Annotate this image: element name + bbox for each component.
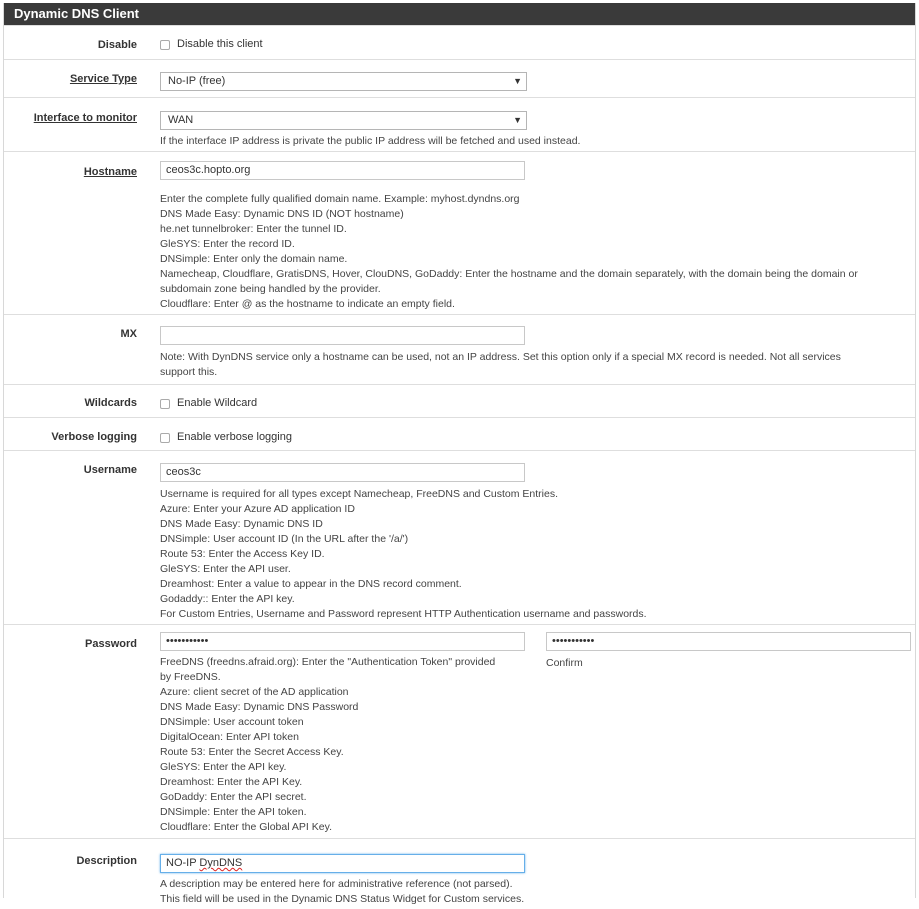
description-value-prefix: NO-IP [166, 857, 200, 869]
help-line: GleSYS: Enter the API key. [160, 761, 287, 773]
help-line: FreeDNS (freedns.afraid.org): Enter the "Authentication Token" provided [160, 656, 496, 668]
mx-help [160, 350, 841, 380]
help-line: For Custom Entries, Username and Password represent HTTP Authentication username and passwords. [160, 608, 647, 620]
description-row [4, 838, 915, 909]
help-line: DNSimple: User account token [160, 716, 304, 728]
disable-checkbox[interactable] [160, 40, 170, 50]
help-line: subdomain zone being handled by the provider. [160, 283, 381, 295]
help-line: support this. [160, 366, 218, 378]
verbose-checkbox-text: Enable verbose logging [177, 431, 292, 443]
service-type-select[interactable] [160, 72, 527, 91]
password-help [160, 655, 495, 835]
interface-select[interactable] [160, 111, 527, 130]
password-confirm-input[interactable]: ••••••••••• [546, 632, 911, 651]
description-help [160, 877, 524, 907]
help-line: he.net tunnelbroker: Enter the tunnel ID. [160, 223, 347, 235]
password-row [4, 624, 915, 839]
help-line: Enter the complete fully qualified domain name. Example: myhost.dyndns.org [160, 193, 520, 205]
help-line: GleSYS: Enter the API user. [160, 563, 291, 575]
help-line: DNS Made Easy: Dynamic DNS ID (NOT hostname) [160, 208, 404, 220]
password-input[interactable]: ••••••••••• [160, 632, 525, 651]
mx-input[interactable] [160, 326, 525, 345]
help-line: Cloudflare: Enter @ as the hostname to indicate an empty field. [160, 298, 455, 310]
password-confirm-label: Confirm [546, 657, 583, 669]
interface-row [4, 97, 915, 152]
help-line: Godaddy:: Enter the API key. [160, 593, 295, 605]
description-value-suffix: DynDNS [199, 857, 243, 869]
help-line: Dreamhost: Enter a value to appear in the DNS record comment. [160, 578, 462, 590]
verbose-checkbox[interactable] [160, 433, 170, 443]
help-line: Azure: Enter your Azure AD application ID [160, 503, 355, 515]
interface-label: Interface to monitor [33, 112, 137, 124]
help-line: GoDaddy: Enter the API secret. [160, 791, 307, 803]
wildcards-checkbox-text: Enable Wildcard [177, 397, 258, 409]
username-label: Username [83, 464, 137, 476]
help-line: DNSimple: User account ID (In the URL after the '/a/') [160, 533, 409, 545]
interface-value: WAN [168, 114, 194, 126]
password-label: Password [85, 638, 137, 650]
help-line: by FreeDNS. [160, 671, 221, 683]
disable-label: Disable [97, 39, 137, 51]
panel-title: Dynamic DNS Client [4, 3, 915, 25]
help-line: DNS Made Easy: Dynamic DNS Password [160, 701, 359, 713]
help-line: DNS Made Easy: Dynamic DNS ID [160, 518, 323, 530]
help-line: Route 53: Enter the Secret Access Key. [160, 746, 344, 758]
wildcards-row [4, 384, 915, 418]
hostname-label: Hostname [83, 166, 137, 178]
verbose-row [4, 417, 915, 451]
help-line: Azure: client secret of the AD application [160, 686, 349, 698]
interface-help: If the interface IP address is private the public IP address will be fetched and used instead. [160, 135, 581, 147]
help-line: Namecheap, Cloudflare, GratisDNS, Hover, ClouDNS, GoDaddy: Enter the hostname and the domain separately, with the domain being the domain or [160, 268, 858, 280]
verbose-label: Verbose logging [51, 431, 137, 443]
help-line: Dreamhost: Enter the API Key. [160, 776, 303, 788]
chevron-down-icon: ▼ [513, 76, 522, 86]
wildcards-label: Wildcards [84, 397, 137, 409]
service-type-label: Service Type [69, 73, 137, 85]
service-type-value: No-IP (free) [168, 75, 226, 87]
help-line: DigitalOcean: Enter API token [160, 731, 299, 743]
description-label: Description [76, 855, 137, 867]
service-type-row [4, 59, 915, 98]
help-line: DNSimple: Enter the API token. [160, 806, 307, 818]
mx-row [4, 314, 915, 385]
help-line: Route 53: Enter the Access Key ID. [160, 548, 325, 560]
help-line: Note: With DynDNS service only a hostname can be used, not an IP address. Set this option only if a special MX record is needed. Not all services [160, 351, 841, 363]
description-input[interactable] [160, 854, 525, 873]
username-row [4, 450, 915, 625]
help-line: This field will be used in the Dynamic DNS Status Widget for Custom services. [160, 893, 525, 905]
help-line: DNSimple: Enter only the domain name. [160, 253, 348, 265]
help-line: Username is required for all types except Namecheap, FreeDNS and Custom Entries. [160, 488, 559, 500]
dynamic-dns-client-panel [3, 3, 916, 905]
mx-label: MX [120, 328, 137, 340]
username-input[interactable]: ceos3c [160, 463, 525, 482]
username-help [160, 487, 647, 622]
hostname-help [160, 192, 858, 312]
disable-checkbox-text: Disable this client [177, 38, 263, 50]
hostname-row [4, 151, 915, 315]
wildcards-checkbox[interactable] [160, 399, 170, 409]
disable-row [4, 25, 915, 60]
hostname-input[interactable]: ceos3c.hopto.org [160, 161, 525, 180]
help-line: A description may be entered here for administrative reference (not parsed). [160, 878, 513, 890]
chevron-down-icon: ▼ [513, 115, 522, 125]
help-line: GleSYS: Enter the record ID. [160, 238, 295, 250]
help-line: Cloudflare: Enter the Global API Key. [160, 821, 332, 833]
